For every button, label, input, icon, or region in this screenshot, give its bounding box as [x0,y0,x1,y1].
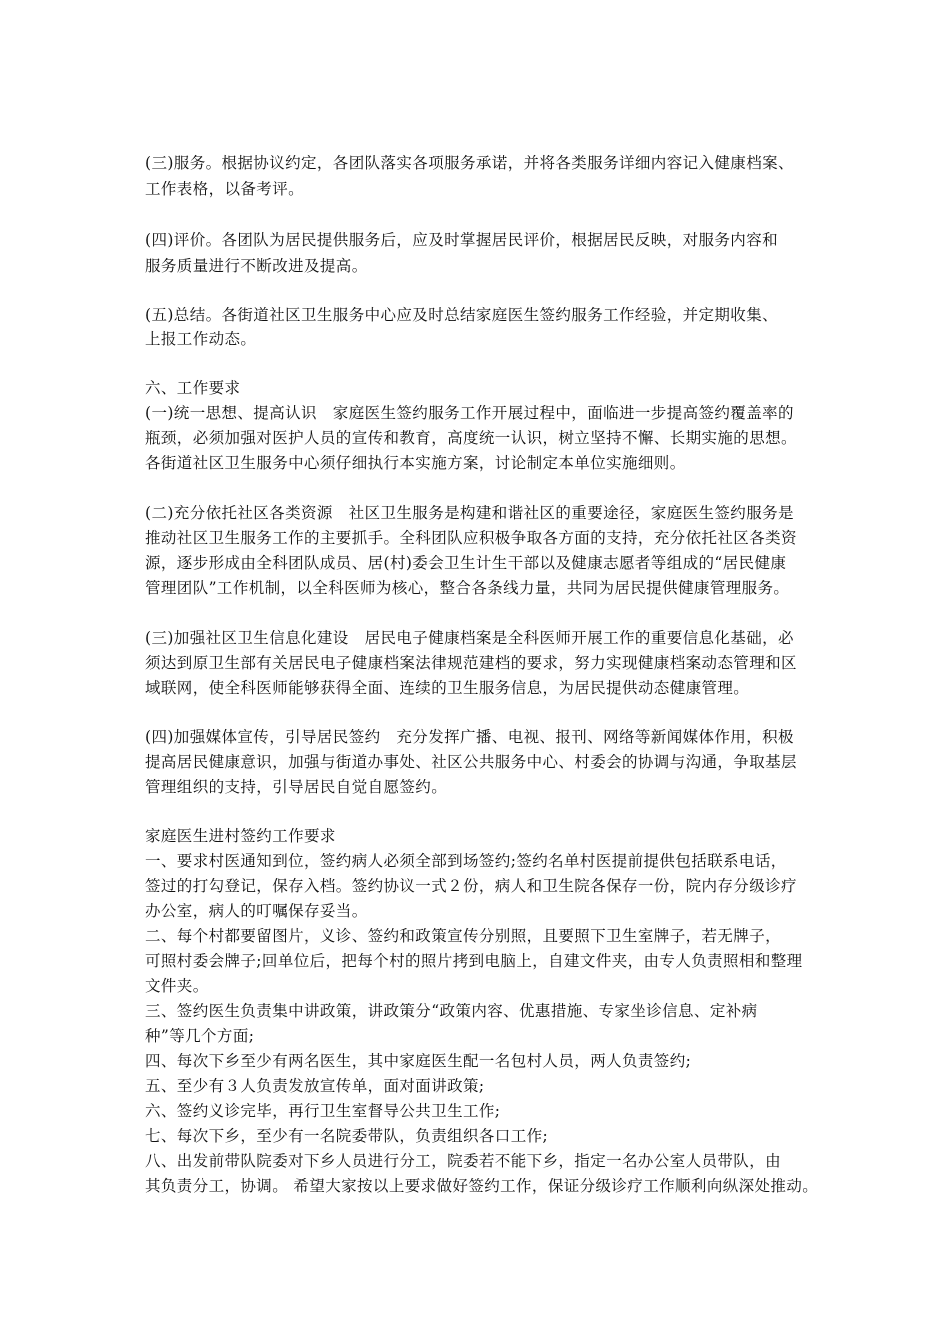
text-line: (五)总结。各街道社区卫生服务中心应及时总结家庭医生签约服务工作经验，并定期收集、 [145,306,778,324]
text-line: 五、至少有３人负责发放宣传单，面对面讲政策; [145,1077,485,1095]
text-line: 签过的打勾登记，保存入档。签约协议一式２份，病人和卫生院各保存一份，院内存分级诊疗 [145,877,797,895]
text-line: 二、每个村都要留图片，义诊、签约和政策宣传分别照，且要照下卫生室牌子，若无牌子， [145,927,782,945]
section-heading: 家庭医生进村签约工作要求 [145,827,336,845]
text-line: 六、签约义诊完毕，再行卫生室督导公共卫生工作; [145,1102,501,1120]
text-line: 工作表格，以备考评。 [145,180,305,198]
text-line: 一、要求村医通知到位，签约病人必须全部到场签约;签约名单村医提前提供包括联系电话， [145,852,787,870]
text-line: (三)服务。根据协议约定，各团队落实各项服务承诺，并将各类服务详细内容记入健康档案、 [145,154,794,172]
text-line: (四)加强媒体宣传，引导居民签约 充分发挥广播、电视、报刊、网络等新闻媒体作用，积极 [145,728,794,746]
text-line: 七、每次下乡，至少有一名院委带队，负责组织各口工作; [145,1127,549,1145]
text-line: 办公室，病人的叮嘱保存妥当。 [145,902,368,920]
text-line: 域联网，使全科医师能够获得全面、连续的卫生服务信息，为居民提供动态健康管理。 [145,679,750,697]
text-line: 提高居民健康意识，加强与街道办事处、社区公共服务中心、村委会的协调与沟通，争取基层 [145,753,797,771]
text-line: 四、每次下乡至少有两名医生，其中家庭医生配一名包村人员，两人负责签约; [145,1052,692,1070]
text-line: 上报工作动态。 [145,330,257,348]
text-line: 须达到原卫生部有关居民电子健康档案法律规范建档的要求，努力实现健康档案动态管理和区 [145,654,797,672]
text-line: 八、出发前带队院委对下乡人员进行分工，院委若不能下乡，指定一名办公室人员带队，由 [145,1152,782,1170]
text-line: 源，逐步形成由全科团队成员、居(村)委会卫生计生干部以及健康志愿者等组成的“居民健康 [145,554,787,572]
text-line: 各街道社区卫生服务中心须仔细执行本实施方案，讨论制定本单位实施细则。 [145,454,686,472]
text-line: (四)评价。各团队为居民提供服务后，应及时掌握居民评价，根据居民反映，对服务内容和 [145,231,778,249]
text-line: 文件夹。 [145,977,209,995]
text-line: 瓶颈，必须加强对医护人员的宣传和教育，高度统一认识，树立坚持不懈、长期实施的思想。 [145,429,797,447]
text-line: 种”等几个方面; [145,1027,255,1045]
text-line: (三)加强社区卫生信息化建设 居民电子健康档案是全科医师开展工作的重要信息化基础，必 [145,629,794,647]
section-heading: 六、工作要求 [145,379,241,397]
text-line: 可照村委会牌子;回单位后，把每个村的照片拷到电脑上，自建文件夹，由专人负责照相和整理 [145,952,803,970]
text-line: (二)充分依托社区各类资源 社区卫生服务是构建和谐社区的重要途径，家庭医生签约服务是 [145,504,794,522]
text-line: 其负责分工，协调。 希望大家按以上要求做好签约工作，保证分级诊疗工作顺利向纵深处推动。 [145,1177,819,1195]
text-line: (一)统一思想、提高认识 家庭医生签约服务工作开展过程中，面临进一步提高签约覆盖率的 [145,404,794,422]
text-line: 推动社区卫生服务工作的主要抓手。全科团队应积极争取各方面的支持，充分依托社区各类资 [145,529,797,547]
text-line: 管理组织的支持，引导居民自觉自愿签约。 [145,778,448,796]
text-line: 服务质量进行不断改进及提高。 [145,257,368,275]
text-line: 管理团队”工作机制，以全科医师为核心，整合各条线力量，共同为居民提供健康管理服务。 [145,579,790,597]
text-line: 三、签约医生负责集中讲政策，讲政策分“政策内容、优惠措施、专家坐诊信息、定补病 [145,1002,758,1020]
